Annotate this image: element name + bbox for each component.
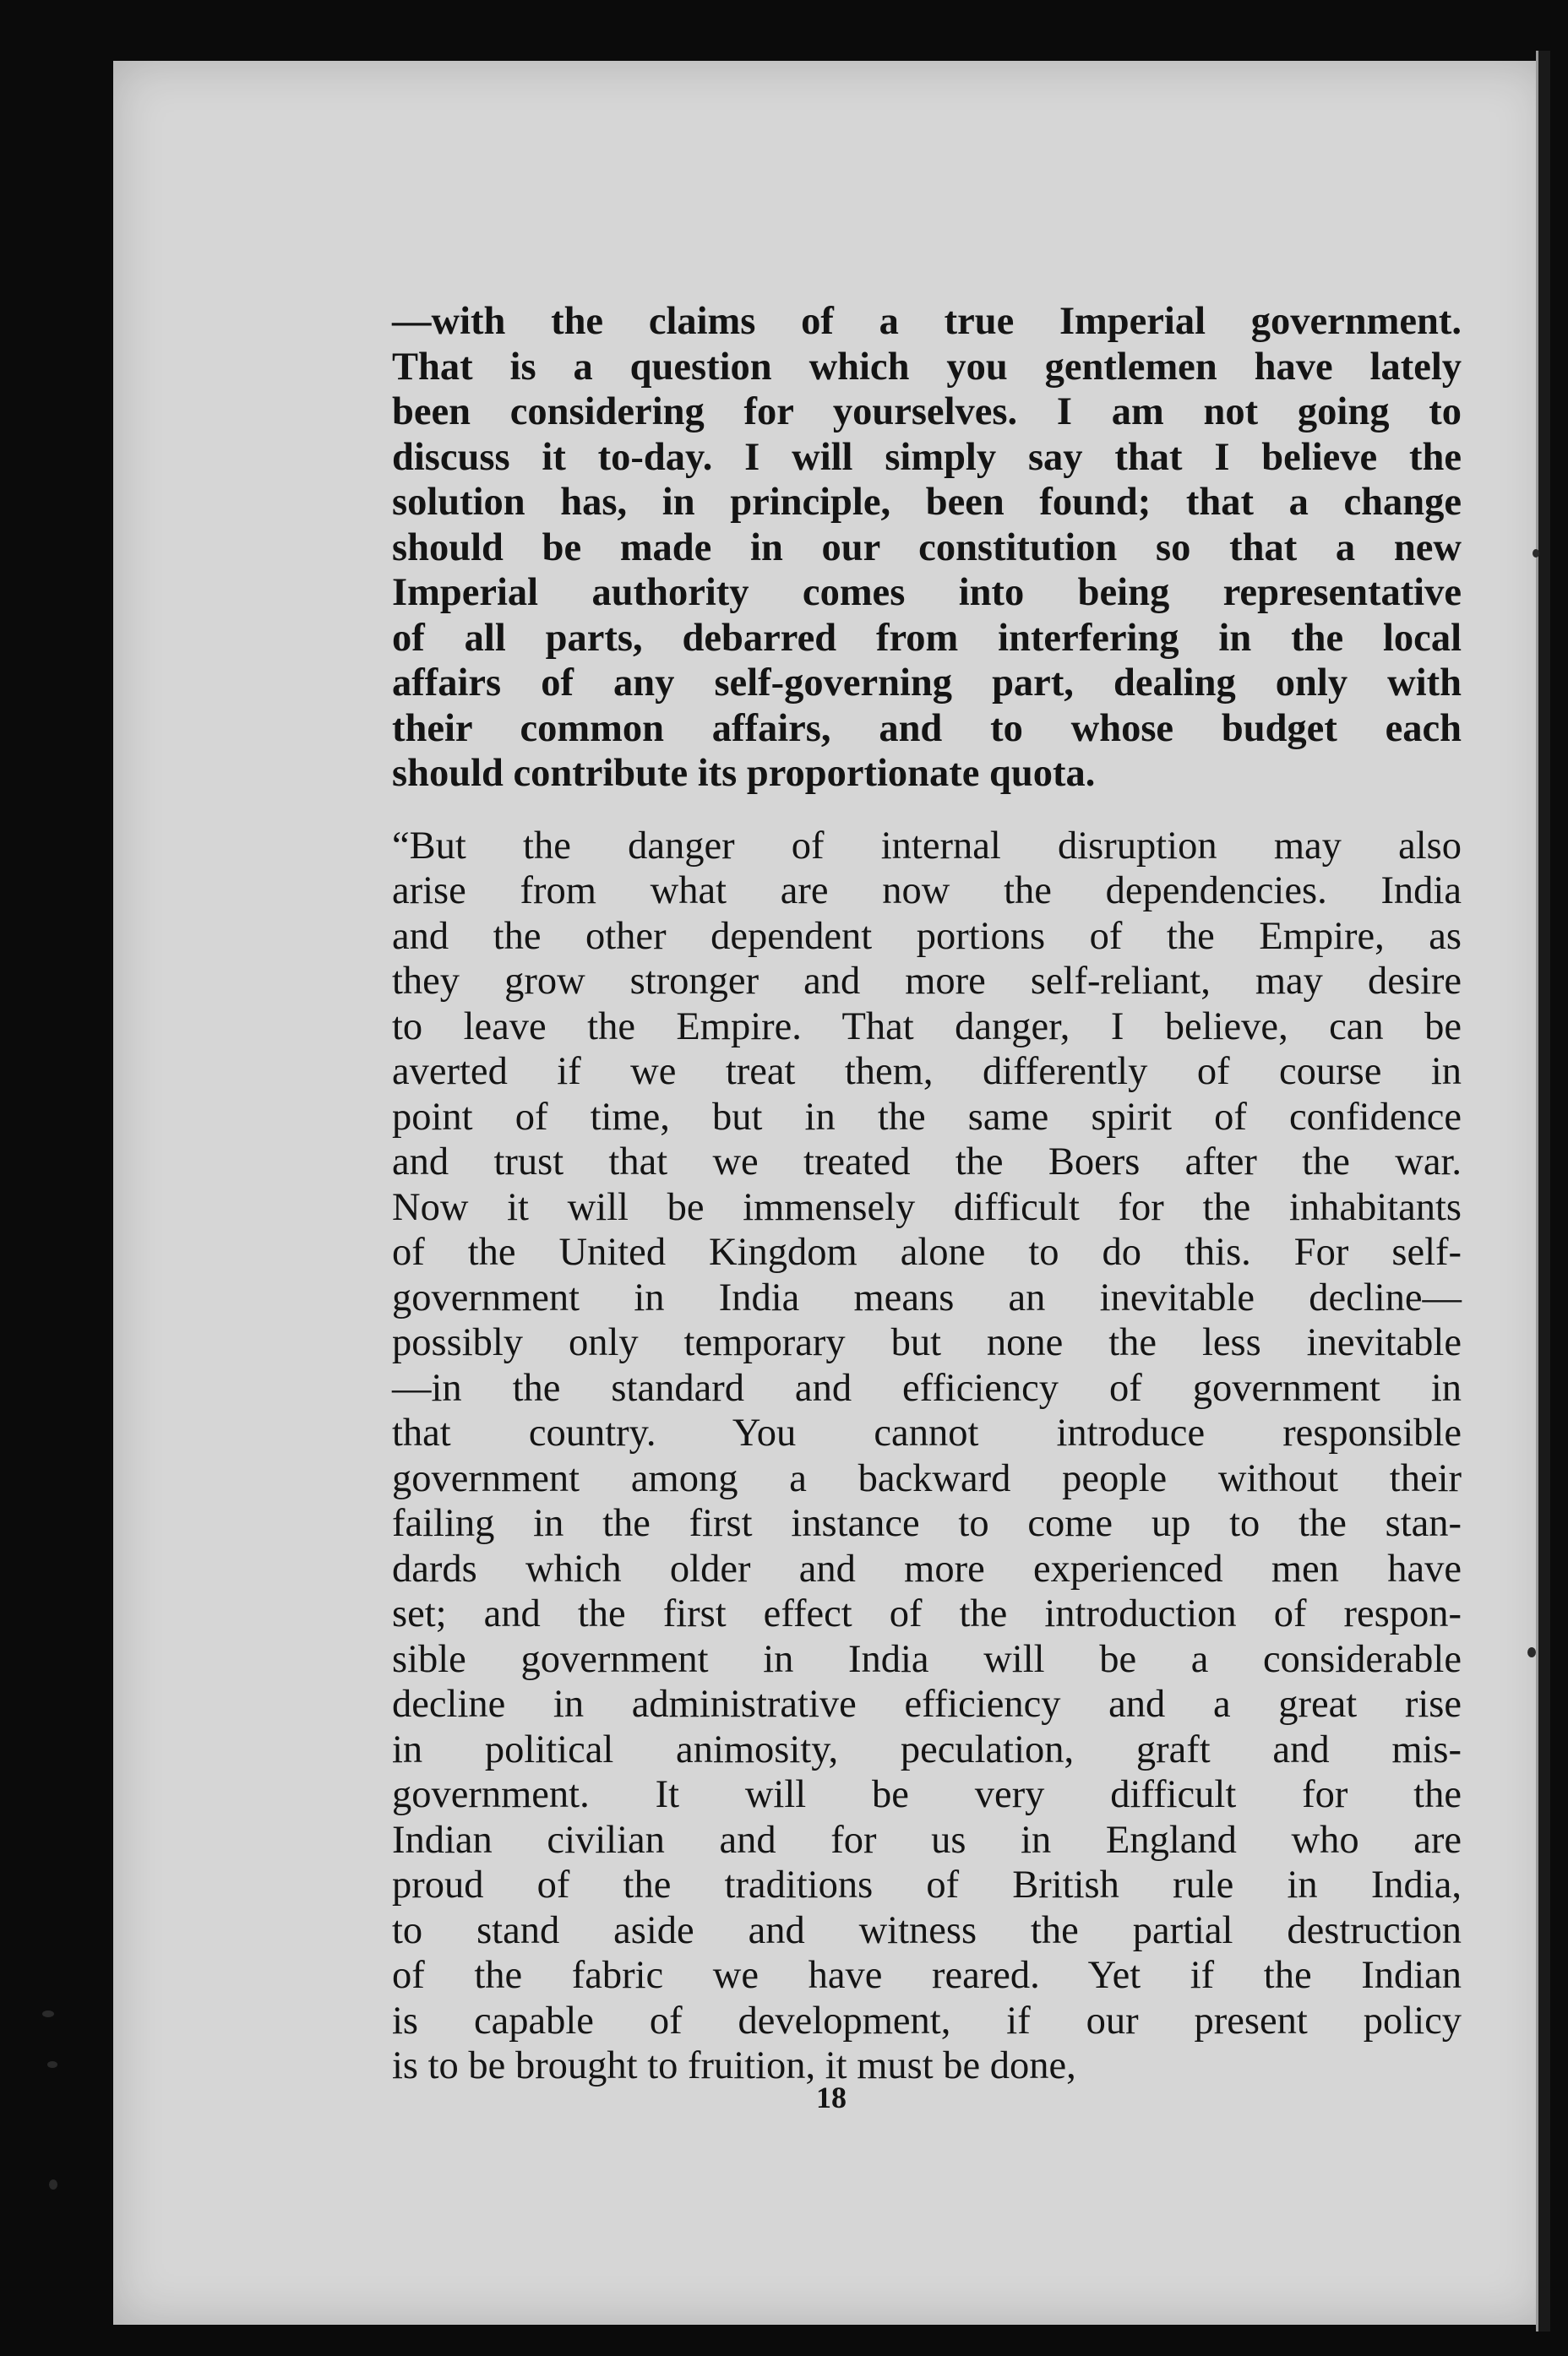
text-line: proud of the traditions of British rule in India,: [392, 1864, 1462, 1907]
scan-speck: [42, 2010, 54, 2017]
text-line: dards which older and more experienced men have: [392, 1547, 1462, 1591]
text-line: That is a question which you gentlemen have lately: [392, 345, 1462, 389]
text-line: Indian civilian and for us in England who are: [392, 1818, 1462, 1862]
text-line: been considering for yourselves. I am not going to: [392, 390, 1462, 433]
text-line: and the other dependent portions of the Empire, as: [392, 914, 1462, 958]
text-line: government. It will be very difficult for the: [392, 1773, 1462, 1816]
text-line: government among a backward people without their: [392, 1456, 1462, 1500]
text-line: Imperial authority comes into being representative: [392, 571, 1462, 614]
text-line: sible government in India will be a considerable: [392, 1637, 1462, 1681]
text-line: should contribute its proportionate quota.: [392, 752, 1096, 795]
text-line: discuss it to-day. I will simply say that I believe the: [392, 435, 1462, 479]
scan-speck: [47, 2061, 57, 2068]
text-line: set; and the first effect of the introduction of respon-: [392, 1592, 1462, 1635]
paragraph-imperial-government: [392, 299, 1462, 797]
text-line: of all parts, debarred from interfering in the local: [392, 616, 1462, 660]
text-line: decline in administrative efficiency and a great rise: [392, 1683, 1462, 1726]
text-line: of the United Kingdom alone to do this. For self-: [392, 1231, 1462, 1274]
text-line: “But the danger of internal disruption may also: [392, 824, 1462, 868]
text-line: affairs of any self-governing part, dealing only with: [392, 661, 1462, 705]
paragraph-danger-of-disruption: [392, 824, 1462, 2089]
body-text: [392, 299, 1462, 2089]
text-line: their common affairs, and to whose budget each: [392, 706, 1462, 750]
text-line: they grow stronger and more self-reliant, may desire: [392, 960, 1462, 1003]
text-line: averted if we treat them, differently of course in: [392, 1050, 1462, 1093]
text-line: to stand aside and witness the partial destruction: [392, 1908, 1462, 1952]
text-line: possibly only temporary but none the less inevitable: [392, 1321, 1462, 1364]
text-line: and trust that we treated the Boers after the war.: [392, 1140, 1462, 1183]
text-line: arise from what are now the dependencies. India: [392, 869, 1462, 912]
page-number: 18: [816, 2081, 847, 2114]
text-line: solution has, in principle, been found; that a change: [392, 481, 1462, 524]
text-line: Now it will be immensely difficult for the inhabitants: [392, 1185, 1462, 1229]
text-line: to leave the Empire. That danger, I believe, can be: [392, 1004, 1462, 1048]
text-line: failing in the first instance to come up to the stan-: [392, 1502, 1462, 1545]
text-line: —in the standard and efficiency of government in: [392, 1366, 1462, 1410]
scan-speck: [1527, 1647, 1536, 1657]
text-line: should be made in our constitution so that a new: [392, 525, 1462, 569]
text-line: government in India means an inevitable decline—: [392, 1276, 1462, 1319]
text-line: is to be brought to fruition, it must be done,: [392, 2044, 1076, 2087]
text-line: point of time, but in the same spirit of confidence: [392, 1095, 1462, 1139]
book-page: [113, 61, 1549, 2325]
text-line: of the fabric we have reared. Yet if the Indian: [392, 1954, 1462, 1997]
scan-speck: [1533, 549, 1539, 558]
text-line: that country. You cannot introduce responsible: [392, 1412, 1462, 1455]
text-line: is capable of development, if our present policy: [392, 1999, 1462, 2043]
text-line: —with the claims of a true Imperial government.: [392, 300, 1462, 343]
scan-speck: [49, 2179, 57, 2190]
text-line: in political animosity, peculation, graft and mis-: [392, 1728, 1462, 1771]
binding-edge: [1536, 51, 1550, 2332]
